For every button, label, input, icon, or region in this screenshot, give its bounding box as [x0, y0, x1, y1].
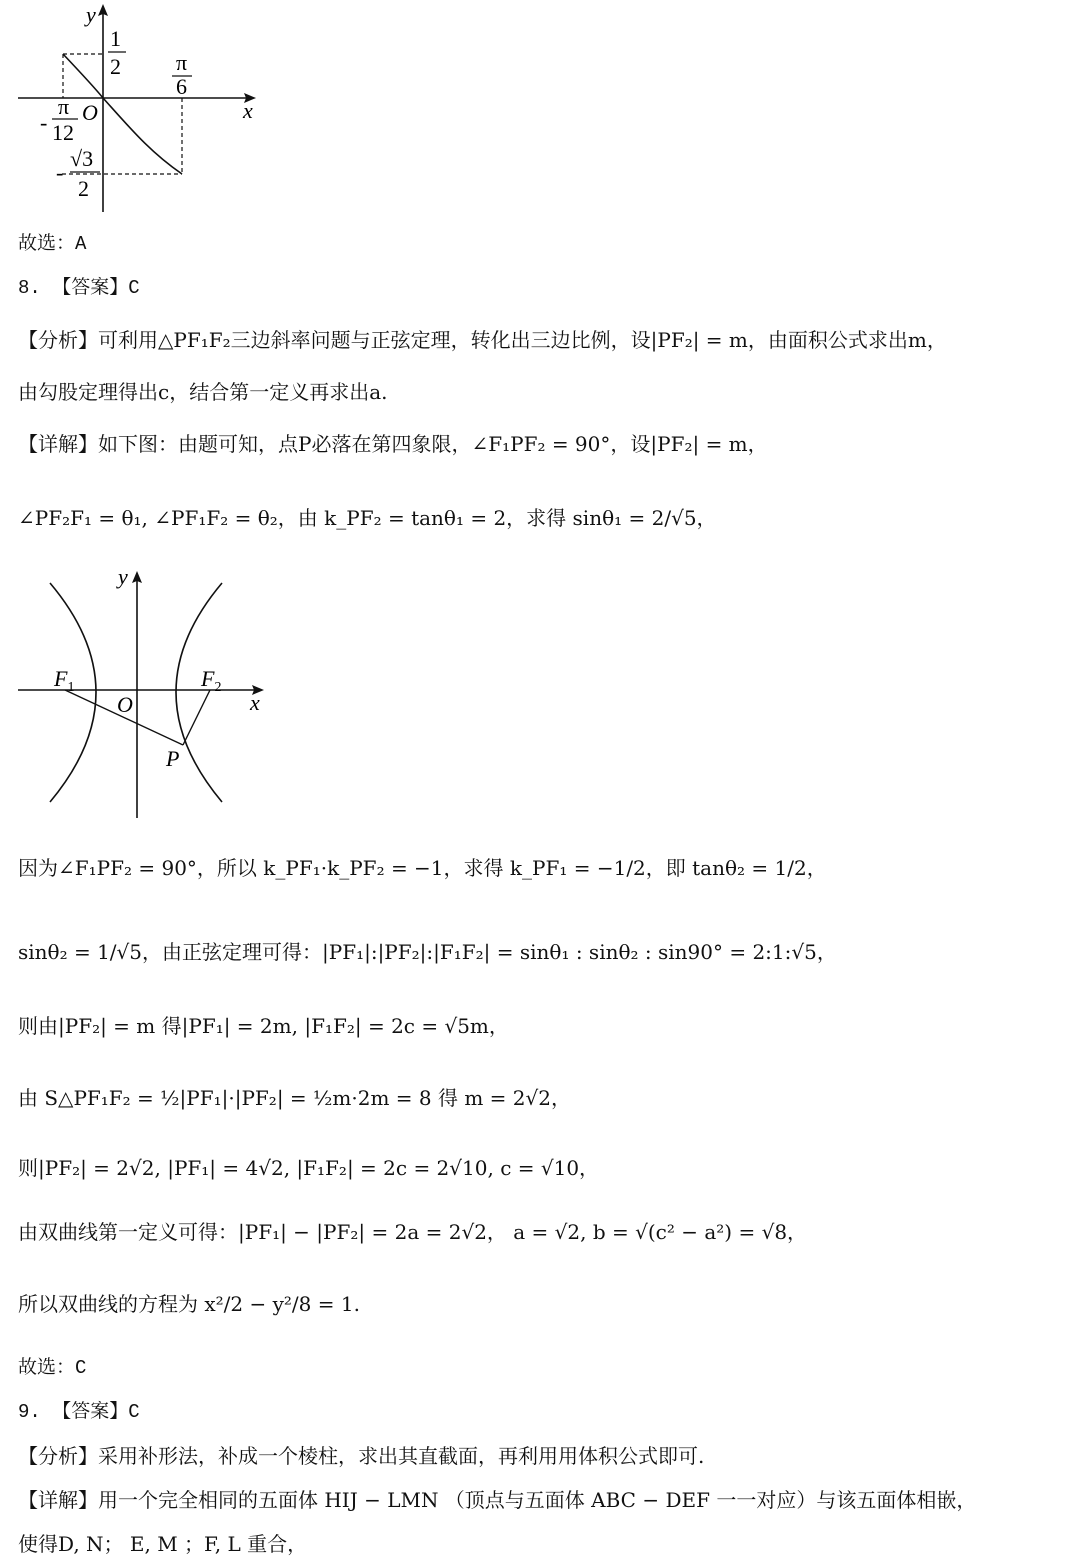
minus-sign: -: [40, 110, 48, 135]
pi-over-twelve-denominator: 12: [52, 120, 74, 145]
y-axis-label: y: [86, 2, 96, 27]
focus-f1-label: $F_1$: [54, 666, 75, 695]
q9-detail-line-2: 使得D, N； E, M ；F, L 重合，: [18, 1532, 308, 1556]
q8-step-4: 由 S△PF₁F₂ = ½|PF₁|·|PF₂| = ½m·2m = 8 得 m = 2√2，: [18, 1086, 571, 1110]
minus-sign: -: [56, 160, 64, 185]
q8-answer-label: 8. 【答案】C: [18, 277, 140, 299]
focus-f2-label: $F_2$: [201, 666, 222, 695]
hyperbola-figure: [0, 0, 300, 830]
q8-detail-line-1: 【详解】如下图：由题可知，点P必落在第四象限，∠F₁PF₂ = 90°，设|PF₂| = m，: [18, 432, 768, 456]
q9-analysis: 【分析】采用补形法，补成一个棱柱，求出其直截面，再利用用体积公式即可.: [18, 1444, 705, 1468]
origin-label: O: [117, 692, 133, 717]
sqrt3-numerator: √3: [70, 146, 94, 171]
half-denominator: 2: [110, 54, 121, 79]
q8-step-1: 因为∠F₁PF₂ = 90°，所以 k_PF₁·k_PF₂ = −1，求得 k_PF₁ = −1/2，即 tanθ₂ = 1/2，: [18, 856, 827, 880]
half-numerator: 1: [110, 26, 121, 51]
x-axis-label: x: [250, 690, 260, 715]
q8-choice: 故选：C: [18, 1357, 87, 1379]
q8-analysis-line-2: 由勾股定理得出c，结合第一定义再求出a.: [18, 380, 388, 404]
pi-over-six-numerator: π: [176, 50, 188, 75]
sqrt3-denominator: 2: [78, 176, 89, 201]
q8-step-2: sinθ₂ = 1/√5，由正弦定理可得：|PF₁|:|PF₂|:|F₁F₂| = sinθ₁ : sinθ₂ : sin90° = 2:1:√5，: [18, 940, 837, 964]
q8-analysis-line-1: 【分析】可利用△PF₁F₂三边斜率问题与正弦定理，转化出三边比例，设|PF₂| = m，由面积公式求出m，: [18, 328, 947, 352]
y-axis-label: y: [118, 564, 128, 589]
q8-step-6: 由双曲线第一定义可得：|PF₁| − |PF₂| = 2a = 2√2， a = √2, b = √(c² − a²) = √8，: [18, 1220, 808, 1244]
origin-label: O: [82, 100, 98, 125]
q8-step-5: 则|PF₂| = 2√2, |PF₁| = 4√2, |F₁F₂| = 2c = 2√10, c = √10，: [18, 1156, 600, 1180]
point-p-label: P: [166, 746, 180, 771]
x-axis-label: x: [243, 98, 253, 123]
pi-over-twelve-numerator: π: [58, 94, 70, 119]
q8-detail-line-2: ∠PF₂F₁ = θ₁, ∠PF₁F₂ = θ₂，由 k_PF₂ = tanθ₁ = 2，求得 sinθ₁ = 2/√5，: [18, 506, 717, 530]
pi-over-six-denominator: 6: [176, 74, 187, 99]
q7-choice: 故选：A: [18, 233, 87, 255]
q9-answer-label: 9. 【答案】C: [18, 1401, 140, 1423]
q9-detail-line-1: 【详解】用一个完全相同的五面体 HIJ − LMN （顶点与五面体 ABC − DEF 一一对应）与该五面体相嵌，: [18, 1488, 977, 1512]
q8-step-7: 所以双曲线的方程为 x²/2 − y²/8 = 1.: [18, 1292, 360, 1316]
q8-step-3: 则由|PF₂| = m 得|PF₁| = 2m, |F₁F₂| = 2c = √5m，: [18, 1014, 509, 1038]
